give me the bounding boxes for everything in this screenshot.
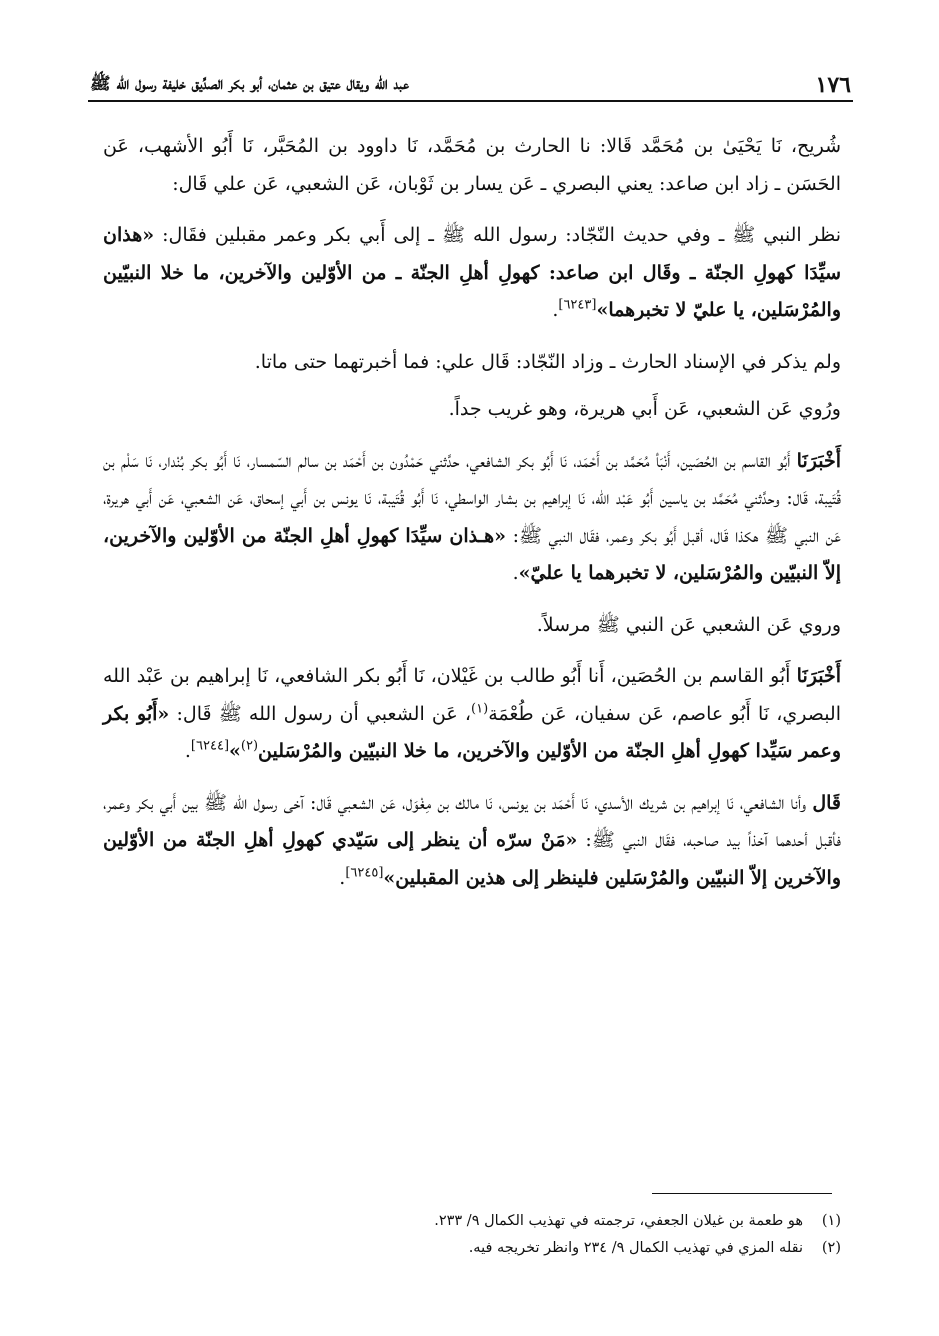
paragraph: [103, 658, 841, 771]
text-run: .: [339, 866, 346, 889]
bold-text: أَخْبَرَنَا: [796, 449, 841, 472]
reference-mark: [٦٢٤٤]: [190, 738, 230, 754]
text-run: أَبُو القاسم بن الحُصَين، أَنا أَبُو طالب بن غَيْلان، نَا أَبُو بكر الشافعي، نَا إبراهيم بن عَبْد الله البصري، نَا أَبُو عاصم، عَن سفيان، عَن طُعْمَة: [103, 665, 841, 725]
footnotes: [103, 1208, 841, 1262]
paragraph: [103, 785, 841, 898]
paragraph: [103, 344, 841, 382]
footnote-text: هو طعمة بن غيلان الجعفي، ترجمته في تهذيب الكمال ٩/ ٢٣٣.: [434, 1213, 803, 1229]
footnote-number: (١): [821, 1213, 841, 1229]
paragraph: [103, 217, 841, 330]
paragraph: [103, 443, 841, 593]
reference-mark: (١): [471, 701, 489, 717]
reference-mark: [٦٢٤٣]: [558, 297, 597, 313]
text-run: ورُوي عَن الشعبي، عَن أَبي هريرة، وهو غريب جداً.: [448, 398, 841, 420]
text-run: .: [512, 562, 519, 584]
footnote: [103, 1235, 841, 1262]
text-run: شُريح، نَا يَحْيَىٰ بن مُحَمَّد قَالا: نا الحارث بن مُحَمَّد، نَا داوود بن المُحَبَّر، نَا أَبُو الأشهب، عَن الحَسَن ـ زاد ابن صاعد: يعني البصري ـ عَن يسار بن ثَوْبان، عَن الشعبي، عَن علي قَال:: [103, 135, 841, 195]
paragraph: [103, 128, 841, 203]
text-run: .: [552, 299, 559, 321]
text-run: .: [184, 740, 191, 762]
reference-mark: [٦٢٤٥]: [345, 865, 384, 881]
page-number: ١٧٦: [815, 72, 851, 98]
footnote-number: (٢): [821, 1240, 841, 1256]
header-rule: [88, 100, 853, 102]
text-run: ولم يذكر في الإسناد الحارث ـ وزاد النّجّاد: قَال علي: فما أخبرتهما حتى ماتا.: [254, 350, 841, 373]
text-run: ، عَن الشعبي أن رسول الله ﷺ قَال:: [169, 702, 472, 725]
text-run: وأنا الشافعي، نَا إبراهيم بن شريك الأسدي، نَا أَحْمَد بن يونس، نَا مالك بن مِغْوَل، عَن الشعبي قَال: آخى رسول الله ﷺ بين أَبي بكر وعمر، فأقبل أحدهما آخذاً بيد صاحبه، فقَال النبي ﷺ:: [103, 791, 841, 851]
paragraph: [103, 391, 841, 429]
text-run: أَبُو القاسم بن الحُصَين، أَنْبَأ مُحَمَّد بن أَحْمَد، نَا أَبُو بكر الشافعي، حدَّثني حَمْدُون بن أَحْمَد بن سالم السّمسار، نَا أَبُو بكر بُنْدار، نَا سَلْم بن قُتَيبة، قَال: وحدَّثني مُحَمَّد بن ياسين أَبُو عَبْد الله، نَا إبراهيم بن بشار الواسطي، نَا أَبُو قُتَيبة، نَا يونس بن أَبي إسحاق، عَن الشعبي، عَن أَبي هريرة، عَن النبي ﷺ هكذا قَال، أقبل أَبُو بكر وعمر، فقَال النبي ﷺ:: [103, 449, 841, 547]
text-run: وروي عَن الشعبي عَن النبي ﷺ مرسلاً.: [536, 613, 841, 636]
text-run: نظر النبي ﷺ ـ وفي حديث النّجّاد: رسول الله ﷺ ـ إلى أَبي بكر وعمر مقبلين فقَال:: [154, 224, 841, 246]
page-header: [90, 58, 851, 98]
bold-text: »: [229, 740, 241, 762]
main-text: [103, 128, 841, 911]
paragraph: [103, 607, 841, 645]
footnote: [103, 1208, 841, 1235]
bold-text: «هـذان سيِّدَا كهولِ أهلِ الجنّة من الأوّلين والآخرين، إلاّ النبيّين والمُرْسَلين، لا تخبرهما يا عليّ»: [103, 524, 841, 584]
reference-mark: (٢): [240, 738, 259, 754]
bold-text: «مَنْ سرّه أن ينظر إلى سَيّدي كهولِ أهلِ الجنّة من الأوّلين والآخرين إلاّ النبيّين والمُرْسَلين فلينظر إلى هذين المقبلين»: [103, 829, 841, 889]
footnote-text: نقله المزي في تهذيب الكمال ٩/ ٢٣٤ وانظر تخريجه فيه.: [468, 1240, 803, 1256]
bold-text: قَال: [812, 791, 841, 814]
bold-text: «أَبُو بكر وعمر سَيِّدا كهولِ أهلِ الجنّة من الأوّلين والآخرين، ما خلا النبيّين والمُرْسَلين: [103, 702, 841, 762]
bold-text: أَخْبَرَنَا: [796, 665, 841, 687]
bold-text: «هذان سيِّدَا كهولِ الجنّة ـ وقَال ابن صاعد: كهولِ أهلِ الجنّة ـ من الأوّلين والآخرين، ما خلا النبيّين والمُرْسَلين، يا عليّ لا تخبرهما»: [103, 224, 841, 321]
footnote-separator: [652, 1193, 832, 1194]
running-title: عبد الله ويقال عتيق بن عثمان، أبو بكر الصدِّيق خليفة رسول الله ﷺ: [90, 74, 409, 94]
